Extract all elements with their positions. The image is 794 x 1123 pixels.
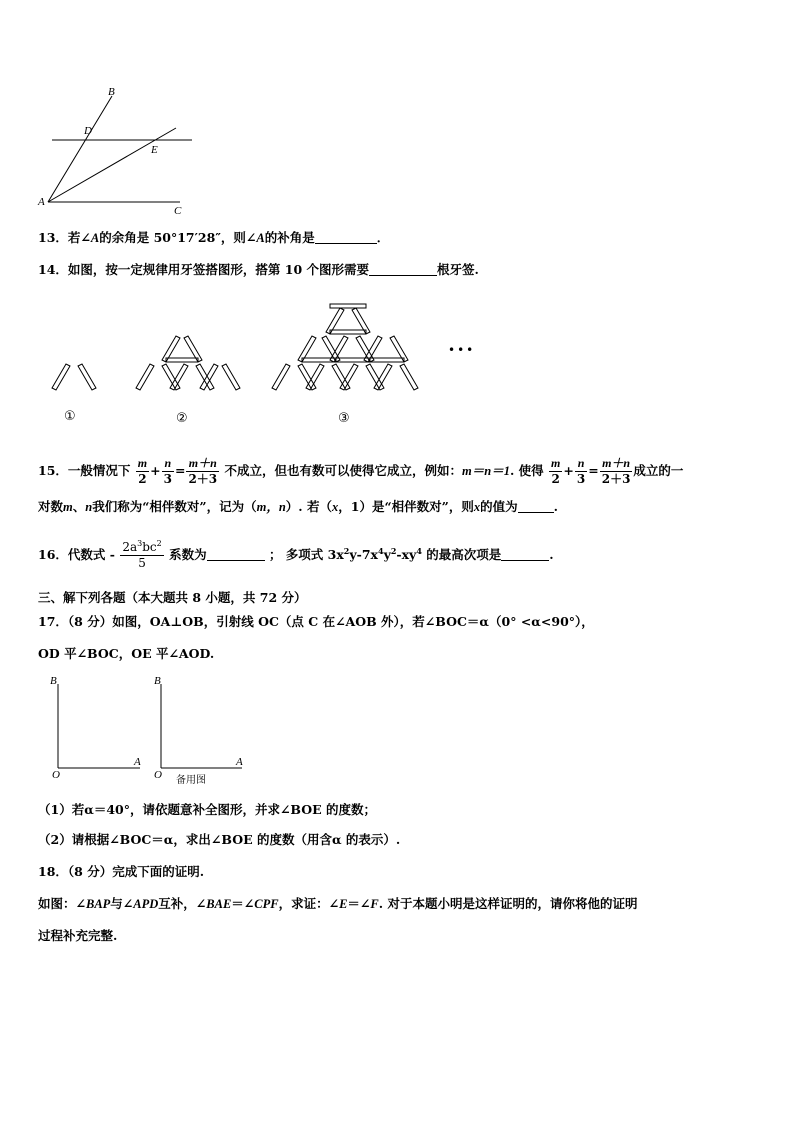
question-14: 14．如图，按一定规律用牙签搭图形，搭第 10 个图形需要 根牙签. bbox=[38, 262, 479, 277]
fig1-label-A: A bbox=[134, 756, 141, 768]
figure-label-2: ② bbox=[176, 411, 188, 426]
question-15-line1: 15．一般情况下 $\frac{m}{2}$ + $\frac{n}{3}$ = $\frac{m+n}{2+3}$ 不成立，但也有数可以使得它成立，例如：m＝n＝1. 使得 $\frac{m}{2}$ + $\frac{n}{3}$ = $\frac{m+n}{2+3}$ 成立的一 bbox=[38, 456, 684, 486]
figure-label-3: ③ bbox=[338, 411, 350, 426]
fig1-label-B: B bbox=[50, 675, 57, 687]
answer-blank-13 bbox=[315, 230, 377, 244]
fig1-label-O: O bbox=[52, 769, 60, 781]
label-E: E bbox=[151, 144, 158, 156]
question-17-line2: OD 平∠BOC，OE 平∠AOD. bbox=[38, 646, 215, 661]
answer-blank-15 bbox=[518, 499, 554, 513]
figure-label-1: ① bbox=[64, 409, 76, 424]
toothpick-figures bbox=[40, 292, 500, 432]
question-17-sub2: （2）请根据∠BOC＝α，求出∠BOE 的度数（用含α 的表示）. bbox=[38, 832, 401, 847]
fig2-label-O: O bbox=[154, 769, 162, 781]
question-13: 13．若∠A的余角是 50°17′28″，则∠A的补角是 ． bbox=[38, 230, 390, 245]
label-D: D bbox=[84, 125, 92, 137]
answer-blank-16a bbox=[207, 547, 265, 561]
question-17-sub1: （1）若α＝40°，请依题意补全图形，并求∠BOE 的度数； bbox=[38, 802, 377, 817]
label-B: B bbox=[108, 86, 115, 98]
fig2-label-A: A bbox=[236, 756, 243, 768]
q17-figures bbox=[44, 672, 254, 788]
question-16: 16．代数式 - $\frac{2a^3bc^2}{5}$ 系数为 ； 多项式 $3x^2y-7x^4y^2-xy^4$ 的最高次项是 . bbox=[38, 539, 554, 570]
angle-figure-q12 bbox=[30, 82, 200, 218]
answer-blank-14 bbox=[369, 262, 437, 276]
question-18-line1: 18．（8 分）完成下面的证明. bbox=[38, 864, 205, 879]
label-C: C bbox=[174, 205, 182, 217]
section-3-title: 三、解下列各题（本大题共 8 小题，共 72 分） bbox=[38, 590, 307, 605]
answer-blank-16b bbox=[501, 547, 549, 561]
ellipsis-dots: ••• bbox=[448, 343, 476, 357]
question-18-line3: 过程补充完整. bbox=[38, 928, 118, 943]
label-A: A bbox=[38, 196, 45, 208]
fig2-caption: 备用图 bbox=[176, 775, 206, 786]
question-18-line2: 如图：∠BAP与∠APD互补，∠BAE＝∠CPF，求证：∠E＝∠F. 对于本题小明是这样证明的，请你将他的证明 bbox=[38, 896, 638, 911]
question-15-line2: 对数m、n我们称为“相伴数对”，记为（m，n）. 若（x，1）是“相伴数对”，则x的值为 . bbox=[38, 499, 558, 514]
question-17-line1: 17．（8 分）如图，OA⊥OB，引射线 OC（点 C 在∠AOB 外），若∠BOC＝α（0° <α<90°）， bbox=[38, 614, 594, 629]
fig2-label-B: B bbox=[154, 675, 161, 687]
